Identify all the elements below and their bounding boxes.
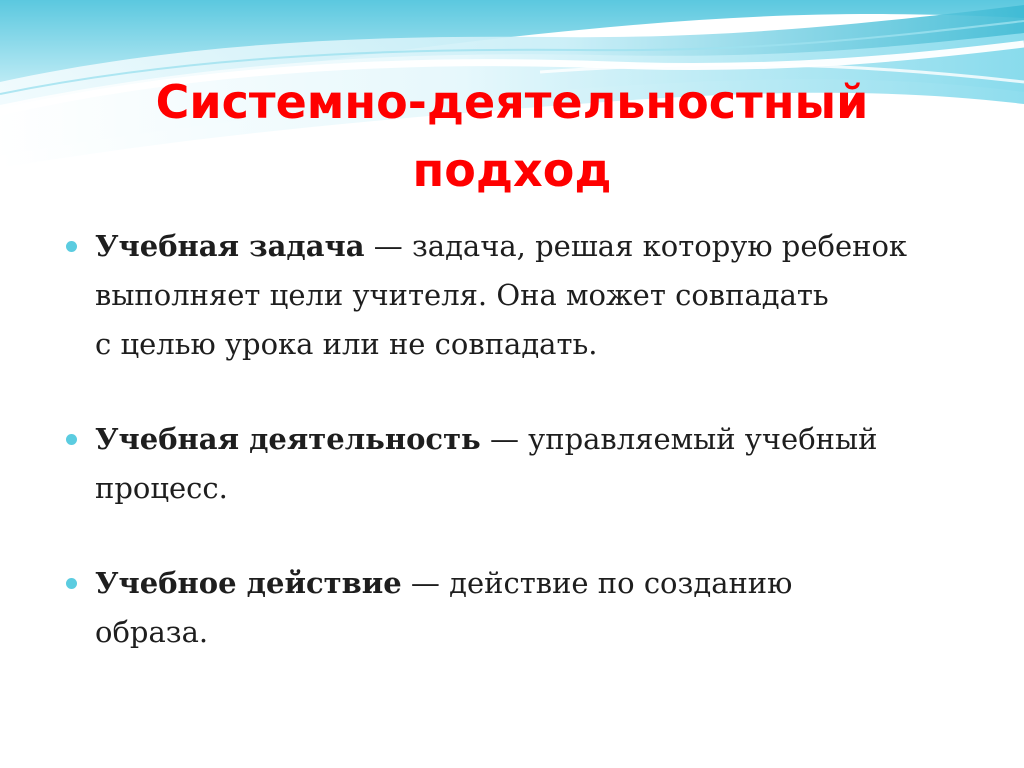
bullet-dot: [66, 241, 77, 252]
slide-title: Системно-деятельностный подход: [155, 75, 869, 197]
definition-text: — действие по созданию образа.: [95, 566, 793, 649]
definition-item-learning-task: [66, 222, 971, 369]
bullet-dot: [66, 434, 77, 445]
definition-term: Учебная задача: [95, 229, 365, 263]
definition-list: [66, 222, 971, 657]
bullet-dot: [66, 578, 77, 589]
definition-item-learning-activity: [66, 415, 971, 513]
definition-item-learning-action: [66, 559, 971, 657]
definition-text: — управляемый учебный процесс.: [95, 422, 878, 505]
definition-text: — задача, решая которую ребенок выполняет цели учителя. Она может совпадать с целью урока или не совпадать.: [95, 229, 908, 361]
definition-term: Учебное действие: [95, 566, 402, 600]
definition-term: Учебная деятельность: [95, 422, 481, 456]
